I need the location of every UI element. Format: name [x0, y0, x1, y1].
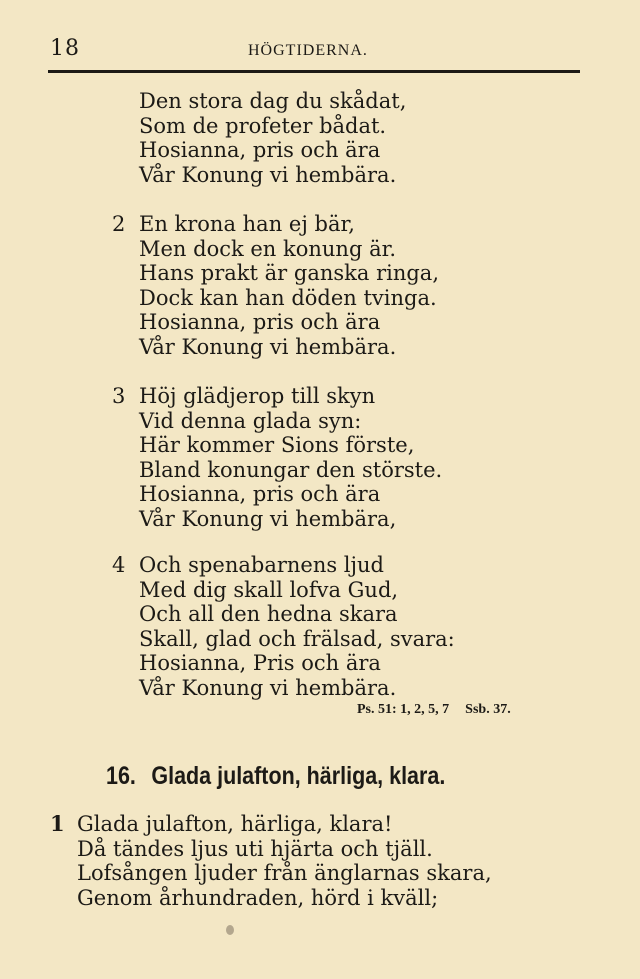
verse-line: Hosianna, pris och ära: [139, 310, 381, 334]
stanza-3: [112, 384, 442, 531]
verse-line: Men dock en konung är.: [139, 236, 396, 261]
verse-line: Bland konungar den störste.: [139, 457, 443, 482]
page-number: 18: [50, 36, 80, 61]
verse-line: Med dig skall lofva Gud,: [139, 577, 399, 602]
verse-line: Den stora dag du skådat,: [139, 89, 407, 113]
verse-line: 3 Höj glädjerop till skyn: [112, 384, 376, 408]
verse-line: Då tändes ljus uti hjärta och tjäll.: [77, 836, 433, 861]
verse-line: Vår Konung vi hembära.: [139, 334, 397, 359]
verse-line: Vår Konung vi hembära,: [139, 506, 397, 531]
verse-line: Vår Konung vi hembära.: [139, 675, 397, 700]
verse-line: Genom århundraden, hörd i kväll;: [77, 885, 439, 910]
stanza-2: [112, 212, 439, 359]
verse-line: Vid denna glada syn:: [139, 408, 362, 433]
stanza-1: [112, 89, 406, 187]
verse-line: Hosianna, pris och ära: [139, 138, 381, 162]
stanza-number: 4: [112, 553, 126, 577]
verse-line: 1 Glada julafton, härliga, klara!: [50, 811, 393, 836]
verse-line: Som de profeter bådat.: [139, 113, 387, 138]
header-rule: [48, 70, 580, 73]
verse-line: Och all den hedna skara: [139, 602, 398, 626]
verse-line: Skall, glad och frälsad, svara:: [139, 626, 455, 651]
stanza-number: 2: [112, 212, 126, 236]
stanza-number: 1: [50, 811, 65, 836]
hymn-title: [106, 762, 445, 791]
verse-line: Vår Konung vi hembära.: [139, 162, 397, 187]
ink-smudge: [226, 925, 234, 935]
verse-line: Hosianna, Pris och ära: [139, 651, 381, 675]
stanza-number: 3: [112, 384, 126, 408]
hymn-number: 16.: [106, 762, 136, 790]
verse-line: Här kommer Sions förste,: [139, 433, 415, 457]
verse-line: Hans prakt är ganska ringa,: [139, 261, 439, 285]
verse-line: Dock kan han döden tvinga.: [139, 285, 437, 310]
verse-line: Hosianna, pris och ära: [139, 482, 381, 506]
hymn-16-stanza-1: [50, 812, 492, 910]
hymn-title-text: Glada julafton, härliga, klara.: [151, 762, 446, 790]
verse-line: 2 En krona han ej bär,: [112, 212, 355, 236]
psalm-reference: Ps. 51: 1, 2, 5, 7: [357, 702, 450, 717]
stanza-4: [112, 553, 455, 700]
songbook-reference: Ssb. 37.: [465, 702, 511, 717]
verse-line: 4 Och spenabarnens ljud: [112, 553, 384, 577]
scripture-reference: [357, 702, 511, 718]
verse-line: Lofsången ljuder från änglarnas skara,: [77, 861, 492, 885]
running-title: HÖGTIDERNA.: [248, 42, 368, 59]
